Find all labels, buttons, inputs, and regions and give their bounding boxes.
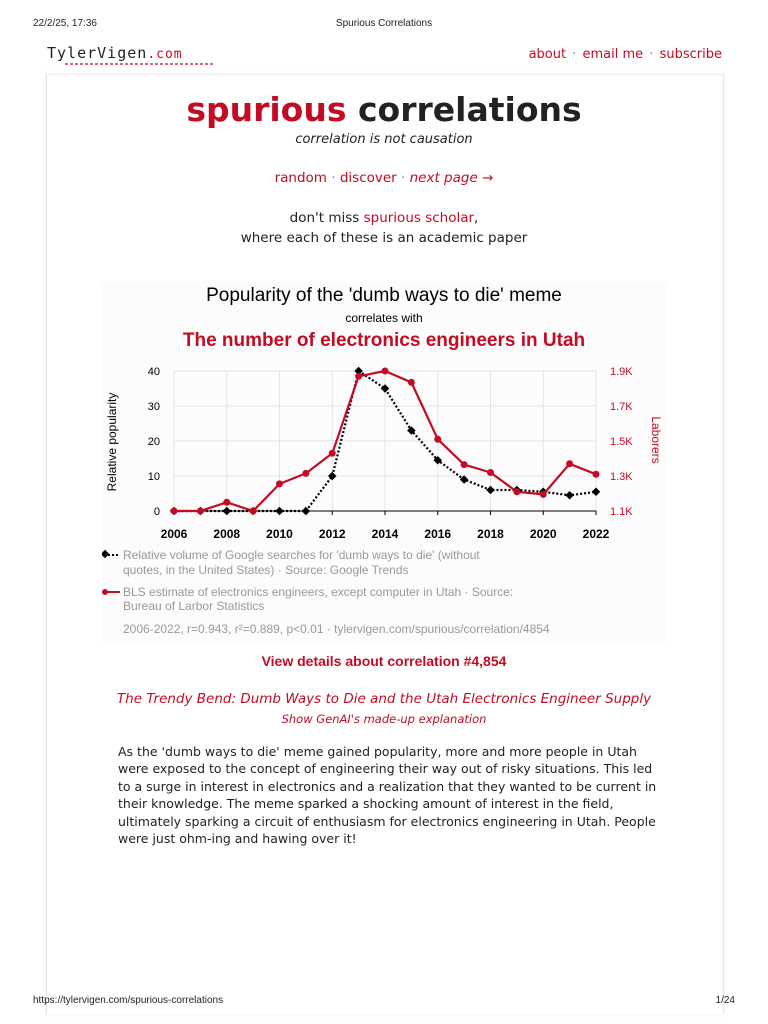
x-tick-label: 2018 [477,527,504,541]
discover-link[interactable]: discover [339,170,397,186]
print-page-number: 1/24 [715,995,735,1006]
engineers-point [540,491,547,498]
engineers-point [434,436,441,443]
google-trend-point [565,491,573,499]
print-page-title: Spurious Correlations [335,18,433,29]
site-title-rest: correlations [358,90,582,129]
chart-footnote: 2006-2022, r=0.943, r²=0.889, p<0.01 · tylervigen.com/spurious/correlation/4854 [123,622,550,636]
engineers-point [487,469,494,476]
y-left-tick-label: 30 [147,401,160,413]
google-trend-point [328,472,336,480]
correlation-chart [102,282,666,644]
logo-text: TylerVigen [47,44,148,62]
promo-line-1 [0,208,768,228]
y-left-tick-label: 0 [153,506,160,518]
paper-title-link[interactable]: The Trendy Bend: Dumb Ways to Die and the Utah Electronics Engineer Supply [116,691,652,707]
google-trend-point [592,488,600,496]
print-datetime: 22/2/25, 17:36 [33,18,97,29]
engineers-point [408,379,415,386]
google-trend-point [223,507,231,515]
explanation-text: As the 'dumb ways to die' meme gained popularity, more and more people in Utah were exposed to the concept of engineering their way out of risky situations. This led to a surge in interest in electronics and a realization that they wanted to be current in their knowledge. The meme sparked a shocking amount of interest in the field, ultimately sparking a circuit of enthusiasm for electronics engineering in Utah. People were just ohm-ing and hawing over it! [118,744,657,847]
legend-label-bls-1: BLS estimate of electronics engineers, except computer in Utah · Source: [123,585,514,599]
nav-subscribe-link[interactable]: subscribe [659,47,722,62]
sub-nav-separator: · [331,170,336,186]
engineers-point [566,460,573,467]
y-left-axis-label: Relative popularity [105,392,119,492]
legend-label-google-2: quotes, in the United States) · Source: Google Trends [123,563,409,577]
x-tick-label: 2010 [266,527,293,541]
random-link[interactable]: random [274,170,327,186]
y-right-axis-label: Laborers [649,416,663,464]
nav-separator: · [649,47,654,62]
engineers-point [197,508,204,515]
engineers-point [513,488,520,495]
sub-nav-separator: · [401,170,406,186]
genai-explanation-link[interactable]: Show GenAI's made-up explanation [281,712,487,726]
spurious-scholar-link[interactable]: spurious scholar [363,210,475,226]
y-left-tick-label: 20 [147,436,160,448]
google-trend-point [486,486,494,494]
site-title-accent: spurious [186,90,347,129]
google-trend-point [275,507,283,515]
top-nav [529,47,722,62]
site-logo[interactable] [47,44,183,62]
engineers-point [382,368,389,375]
x-tick-label: 2016 [424,527,452,541]
print-header [0,18,768,30]
x-tick-label: 2020 [529,527,557,541]
x-tick-label: 2012 [318,527,346,541]
chart-area [102,282,666,644]
engineers-point [250,508,257,515]
promo-text [0,208,768,248]
promo-line-2: where each of these is an academic paper [240,230,528,246]
logo-underline [65,63,215,65]
legend-label-google-1: Relative volume of Google searches for 'dumb ways to die' (without [123,548,480,562]
engineers-point [171,508,178,515]
nav-email-link[interactable]: email me [582,47,644,62]
x-tick-label: 2014 [371,527,399,541]
print-url: https://tylervigen.com/spurious-correlations [33,995,224,1006]
legend-label-bls-2: Bureau of Larbor Statistics [123,599,265,613]
logo-domain: .com [147,47,183,62]
x-tick-label: 2022 [582,527,610,541]
y-right-tick-label: 1.1K [610,506,633,518]
engineers-point [355,373,362,380]
promo-prefix: don't miss [289,210,364,226]
nav-separator: · [572,47,577,62]
site-tagline: correlation is not causation [295,132,473,147]
engineers-point [276,480,283,487]
chart-legend [102,548,550,636]
engineers-point [593,471,600,478]
y-right-tick-label: 1.7K [610,401,633,413]
y-right-tick-label: 1.3K [610,471,633,483]
chart-subtitle: correlates with [345,311,423,325]
next-page-link[interactable]: next page → [409,170,494,186]
y-left-tick-label: 10 [147,471,160,483]
x-tick-label: 2006 [160,527,188,541]
engineers-point [461,461,468,468]
chart-axes [148,366,634,541]
y-right-tick-label: 1.9K [610,366,633,378]
y-right-tick-label: 1.5K [610,436,633,448]
chart-title-2: The number of electronics engineers in Utah [182,330,586,351]
legend-marker-google [102,550,109,558]
nav-about-link[interactable]: about [528,47,567,62]
y-left-tick-label: 40 [147,366,160,378]
google-trend-point [381,384,389,392]
site-title [0,88,768,132]
engineers-point [302,470,309,477]
engineers-point [329,450,336,457]
x-tick-label: 2008 [213,527,241,541]
chart-title: Popularity of the 'dumb ways to die' meme [206,285,562,306]
engineers-point [223,499,230,506]
view-details-link[interactable]: View details about correlation #4,854 [261,653,507,669]
sub-nav [0,170,768,186]
promo-suffix: , [474,210,479,226]
legend-marker-bls [102,589,108,595]
